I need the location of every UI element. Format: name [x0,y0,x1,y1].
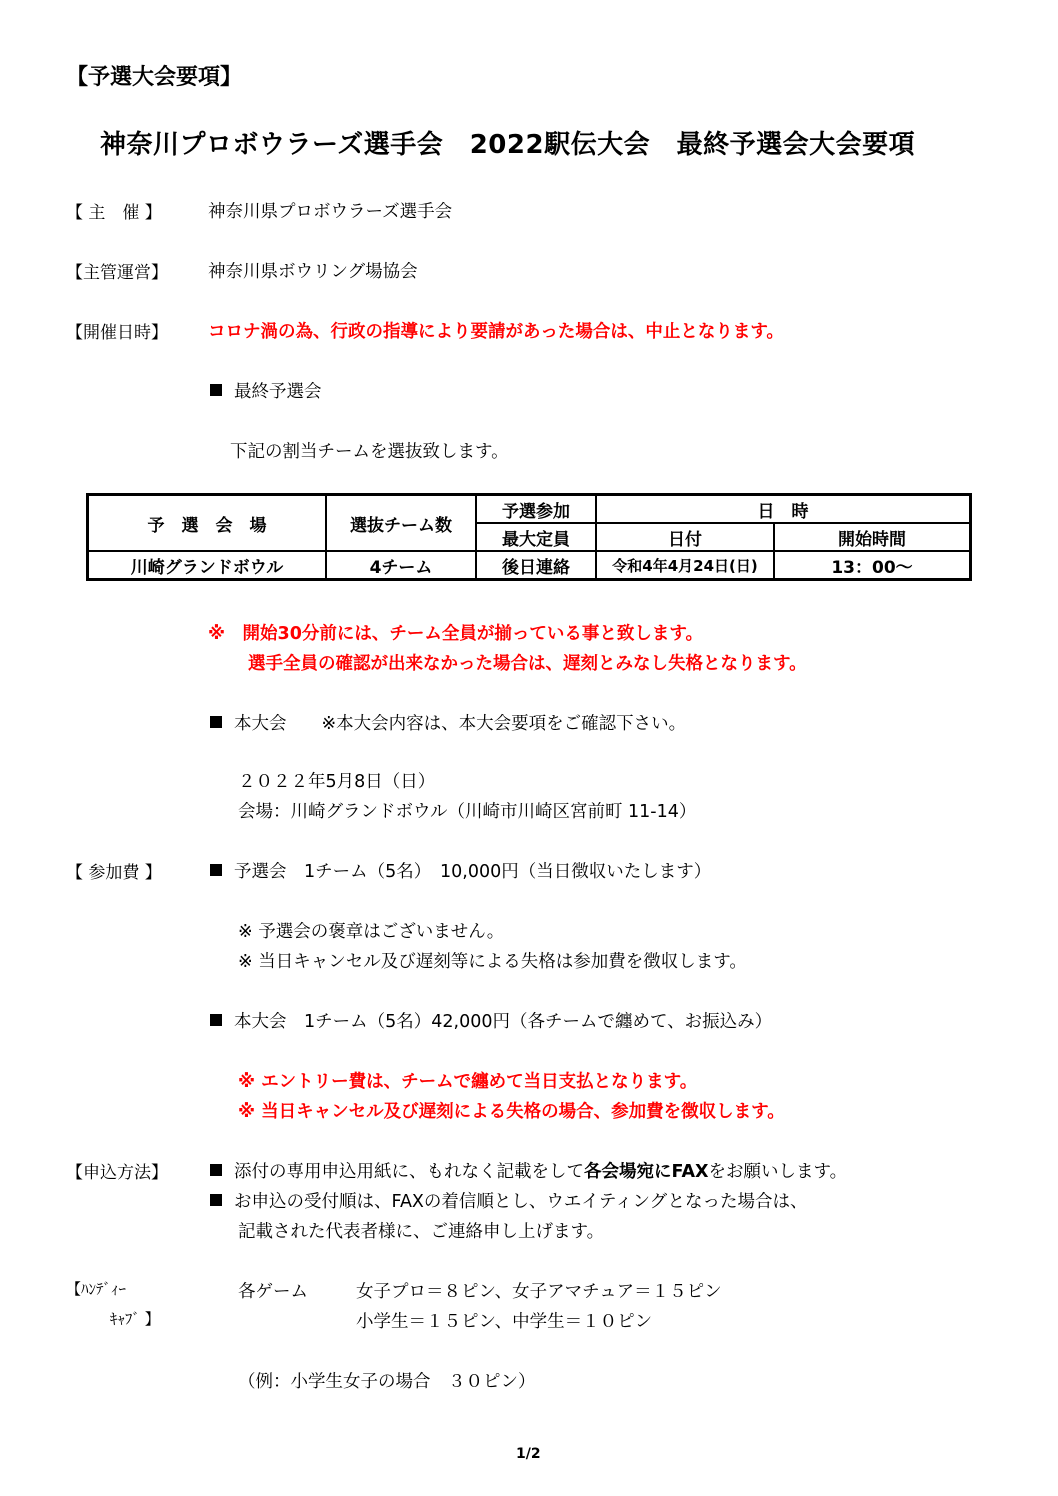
header-datetime: 日 時 [596,495,971,524]
red-note-1: ※ 開始30分前には、チーム全員が揃っている事と致します。 [208,624,703,644]
management-value: 神奈川県ボウリング場協会 [208,262,418,282]
bullet-square-icon [210,864,222,876]
header-start: 開始時間 [774,523,971,551]
covid-notice: コロナ渦の為、行政の指導により要請があった場合は、中止となります。 [208,322,784,342]
cell-capacity: 後日連絡 [476,551,596,580]
header-capacity-2: 最大定員 [476,523,596,551]
bullet-square-icon [210,1164,222,1176]
bullet-square-icon [210,1014,222,1026]
handicap-line-1: 女子プロ＝８ピン、女子アマチュア＝１５ピン [356,1282,722,1302]
bullet-square-icon [210,1194,222,1206]
page-title: 神奈川プロボウラーズ選手会 2022駅伝大会 最終予選会大会要項 [100,130,916,160]
final-text: 下記の割当チームを選抜致します。 [230,442,509,462]
red-note-2: 選手全員の確認が出来なかった場合は、遅刻とみなし失格となります。 [248,654,807,674]
application-line-1: 添付の専用申込用紙に、もれなく記載をして各会場宛にFAXをお願いします。 [210,1158,847,1183]
header-capacity-1: 予選参加 [476,495,596,524]
final-heading: 最終予選会 [210,378,322,403]
section-tag: 【予選大会要項】 [66,65,243,90]
organizer-value: 神奈川県プロボウラーズ選手会 [208,202,453,222]
main-event-date: ２０２２年5月8日（日） [238,772,436,792]
page-number: 1/2 [516,1446,541,1462]
main-event-heading: 本大会 ※本大会内容は、本大会要項をご確認下さい。 [210,710,686,735]
header-date: 日付 [596,523,774,551]
handicap-example: （例：小学生女子の場合 ３０ピン） [238,1372,536,1392]
organizer-label: 【 主 催 】 [66,203,162,223]
fee-label: 【 参加費 】 [66,863,162,883]
application-line-2: お申込の受付順は、FAXの着信順とし、ウエイティングとなった場合は、 [210,1188,808,1213]
application-label: 【申込方法】 [66,1163,168,1183]
header-venue: 予 選 会 場 [88,495,327,552]
handicap-label-1: 【ﾊﾝﾃﾞｨｰ [66,1280,127,1298]
schedule-table [86,493,972,581]
header-teams: 選抜チーム数 [326,495,476,552]
bullet-square-icon [210,716,222,728]
fee-note-1: ※ 予選会の褒章はございません。 [238,922,505,942]
main-event-venue: 会場：川崎グランドボウル（川崎市川崎区宮前町 11-14） [238,802,697,822]
fee-qualifier: 予選会 1チーム（5名） 10,000円（当日徴収いたします） [210,858,711,883]
handicap-line-2: 小学生＝１５ピン、中学生＝１０ピン [356,1312,653,1332]
cell-teams: 4チーム [326,551,476,580]
table-row [88,551,971,580]
cell-date: 令和4年4月24日(日) [596,551,774,580]
handicap-game-label: 各ゲーム [238,1282,308,1302]
cell-venue: 川崎グランドボウル [88,551,327,580]
fee-note-2: ※ 当日キャンセル及び遅刻等による失格は参加費を徴収します。 [238,952,747,972]
handicap-label-2: ｷｬﾌﾞ 】 [110,1310,160,1328]
fee-red-1: ※ エントリー費は、チームで纏めて当日支払となります。 [238,1072,698,1092]
fee-main: 本大会 1チーム（5名）42,000円（各チームで纏めて、お振込み） [210,1008,772,1033]
bullet-square-icon [210,384,222,396]
management-label: 【主管運営】 [66,263,168,283]
cell-start: 13：00～ [774,551,971,580]
application-line-3: 記載された代表者様に、ご連絡申し上げます。 [238,1222,605,1242]
date-label: 【開催日時】 [66,323,168,343]
fee-red-2: ※ 当日キャンセル及び遅刻による失格の場合、参加費を徴収します。 [238,1102,785,1122]
